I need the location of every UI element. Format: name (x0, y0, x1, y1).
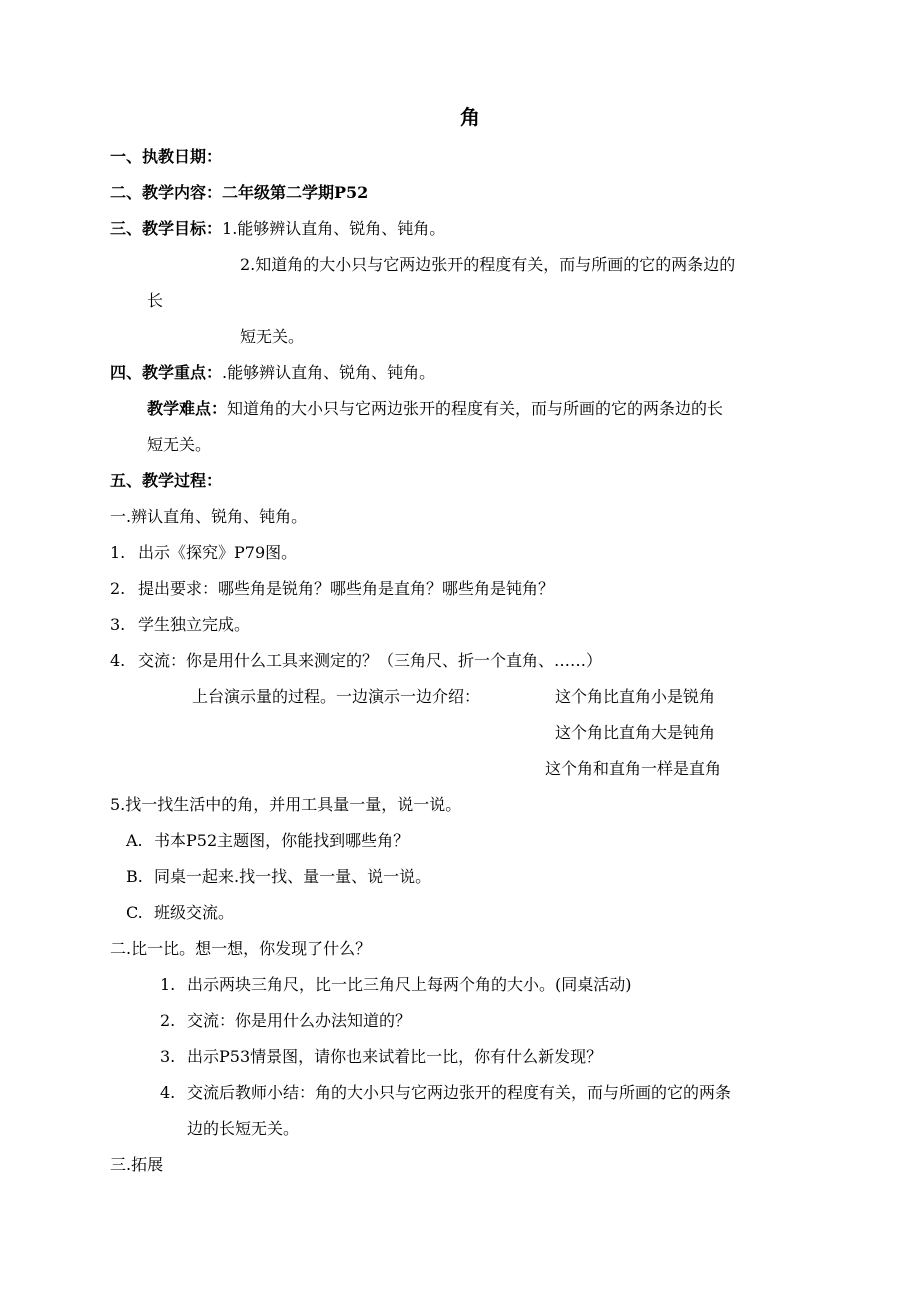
item-text: 学生独立完成。 (138, 615, 251, 634)
goal-2: 2.知道角的大小只与它两边张开的程度有关，而与所画的它的两条边的 (240, 255, 736, 274)
item-text: 交流后教师小结：角的大小只与它两边张开的程度有关，而与所画的它的两条 (187, 1083, 732, 1102)
section-content-label: 二、教学内容： (110, 183, 223, 202)
section-goals (110, 218, 445, 240)
item-text: 交流：你是用什么工具来测定的？（三角尺、折一个直角、……） (138, 651, 603, 670)
list-item (110, 650, 603, 672)
item-text: 出示《探究》P79图。 (138, 543, 298, 562)
obtuse-note: 这个角比直角大是钝角 (555, 723, 716, 742)
difficult-cont: 短无关。 (147, 435, 212, 454)
section-content (110, 182, 368, 204)
sub-item (126, 866, 432, 888)
sub-item-text: 班级交流。 (154, 903, 235, 922)
item-number: 4. (110, 651, 126, 670)
item-text: 出示P53情景图，请你也来试着比一比，你有什么新发现？ (187, 1047, 603, 1066)
part1-heading: 一.辨认直角、锐角、钝角。 (110, 507, 308, 526)
sub-item (126, 902, 235, 924)
item-text: 交流：你是用什么办法知道的？ (187, 1011, 412, 1030)
key-point: .能够辨认直角、锐角、钝角。 (222, 363, 436, 382)
acute-note: 这个角比直角小是锐角 (555, 687, 716, 706)
demo-text: 上台演示量的过程。一边演示一边介绍： (192, 687, 481, 706)
difficult-point (147, 398, 723, 420)
item-number: 4. (160, 1083, 176, 1102)
section-goals-label: 三、教学目标： (110, 219, 223, 238)
list-item (110, 542, 298, 564)
part2-heading: 二.比一比。想一想，你发现了什么？ (110, 939, 372, 958)
item-number: 2. (110, 579, 126, 598)
item-number: 1. (110, 543, 126, 562)
item-5: 5.找一找生活中的角，并用工具量一量，说一说。 (110, 795, 462, 814)
item-number: 2. (160, 1011, 176, 1030)
sub-item-letter: A. (126, 831, 143, 850)
section-date-label: 一、执教日期： (110, 147, 223, 166)
list-item (160, 1010, 412, 1032)
section-content-value: 二年级第二学期P52 (222, 183, 369, 202)
item-text: 出示两块三角尺，比一比三角尺上每两个角的大小。(同桌活动) (187, 975, 632, 994)
item-4-cont: 边的长短无关。 (187, 1119, 300, 1138)
list-item (160, 974, 632, 996)
list-item (110, 578, 555, 600)
sub-item (126, 830, 410, 852)
goal-1: 1.能够辨认直角、锐角、钝角。 (222, 219, 446, 238)
list-item (160, 1082, 732, 1104)
section-process-label: 五、教学过程： (110, 471, 223, 490)
difficult-label: 教学难点： (147, 399, 228, 418)
list-item (110, 614, 251, 636)
list-item (160, 1046, 603, 1068)
part3-heading: 三.拓展 (110, 1155, 164, 1174)
sub-item-letter: B. (126, 867, 143, 886)
section-key-label: 四、教学重点： (110, 363, 223, 382)
sub-item-letter: C. (126, 903, 143, 922)
item-number: 3. (160, 1047, 176, 1066)
page-title: 角 (460, 105, 480, 129)
right-note: 这个角和直角一样是直角 (545, 759, 722, 778)
sub-item-text: 书本P52主题图，你能找到哪些角？ (154, 831, 410, 850)
goal-2-end: 短无关。 (240, 327, 305, 346)
section-key-points (110, 362, 435, 384)
item-text: 提出要求：哪些角是锐角？哪些角是直角？哪些角是钝角？ (138, 579, 555, 598)
difficult-value: 知道角的大小只与它两边张开的程度有关，而与所画的它的两条边的长 (227, 399, 724, 418)
item-number: 3. (110, 615, 126, 634)
goal-2-cont: 长 (147, 291, 164, 310)
sub-item-text: 同桌一起来.找一找、量一量、说一说。 (154, 867, 432, 886)
item-number: 1. (160, 975, 176, 994)
